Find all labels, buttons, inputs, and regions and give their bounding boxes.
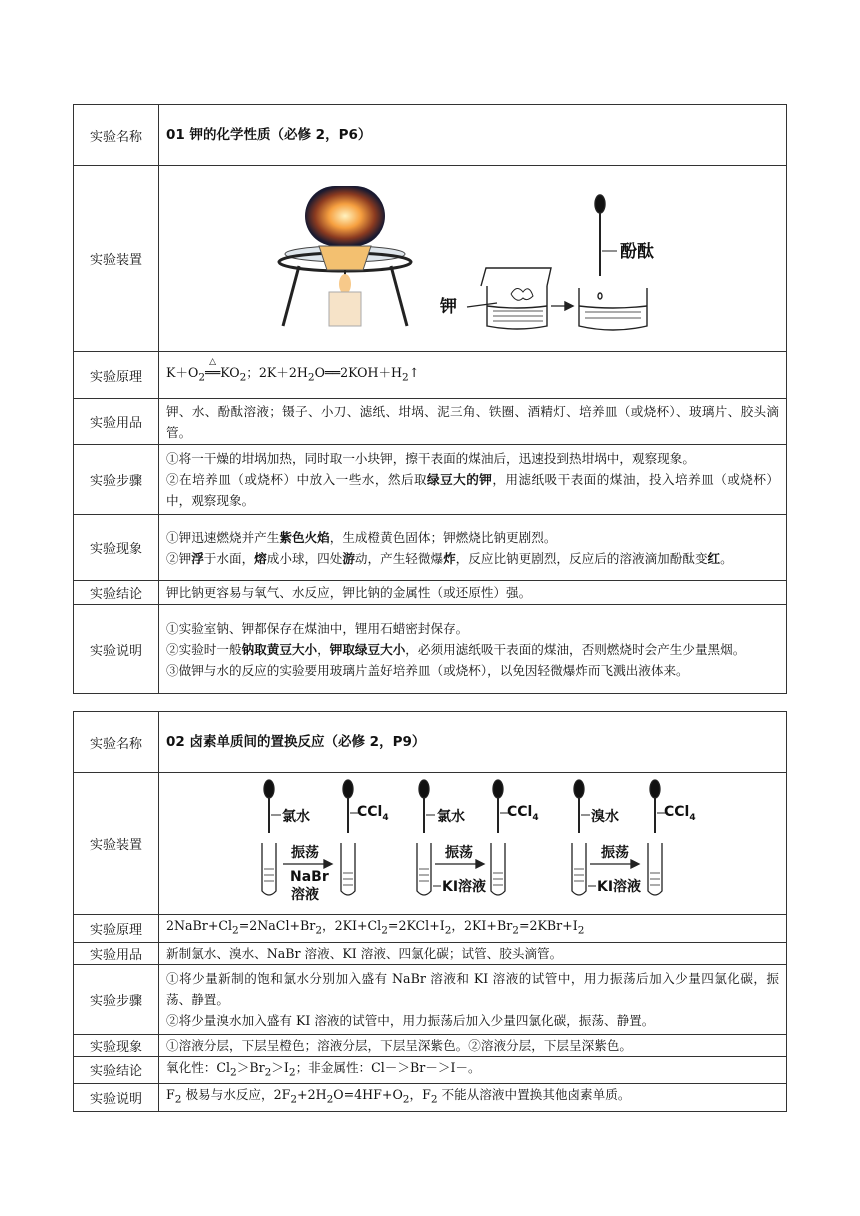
label-ccl4-1: CCl$_4$ — [357, 804, 389, 823]
phenomena-text: ①溶液分层，下层呈橙色；溶液分层，下层呈深紫色。②溶液分层，下层呈深紫色。 — [159, 1034, 787, 1056]
label-potassium: 钾 — [440, 297, 457, 317]
heat-condition-arrow: △ ══ — [205, 356, 221, 380]
label-nabr: NaBr — [290, 869, 329, 885]
row-label-notes: 实验说明 — [74, 1084, 159, 1112]
label-ccl4-3: CCl$_4$ — [664, 804, 696, 823]
halogen-apparatus-svg — [159, 773, 787, 910]
note-1: ①实验室钠、钾都保存在煤油中，锂用石蜡密封保存。 — [166, 620, 469, 636]
notes-text: $F_2$ 极易与水反应，$2F_2+2H_2O=4HF+O_2$，$F_2$ 不能从溶液中置换其他卤素单质。 — [159, 1084, 787, 1112]
label-chlorine-water-2: 氯水 — [437, 809, 465, 825]
row-label-apparatus: 实验装置 — [74, 166, 159, 352]
row-label-notes: 实验说明 — [74, 605, 159, 694]
crucible-setup-illustration — [279, 186, 411, 326]
row-label-apparatus: 实验装置 — [74, 773, 159, 915]
row-label-name: 实验名称 — [74, 105, 159, 166]
row-label-materials: 实验用品 — [74, 399, 159, 445]
steps-text — [159, 964, 787, 1034]
experiment-title: 01 钾的化学性质（必修 2，P6） — [166, 127, 372, 143]
row-label-principle: 实验原理 — [74, 352, 159, 399]
note-3: ③做钾与水的反应的实验要用玻璃片盖好培养皿（或烧杯），以免因轻微爆炸而飞溅出液体来。 — [166, 662, 689, 678]
label-shake-2: 振荡 — [445, 845, 473, 861]
experiment-table-1 — [73, 104, 787, 694]
principle-equation: $K+O_2$ △ $══KO_2$；$2K+2H_2O══2KOH+H_2↑$ — [159, 352, 787, 399]
row-label-name: 实验名称 — [74, 712, 159, 773]
label-ki-solution-2: KI溶液 — [597, 879, 642, 895]
phenomenon-2: ②钾浮于水面，熔成小球，四处游动，产生轻微爆炸，反应比钠更剧烈，反应后的溶液滴加酚酞变红。 — [166, 550, 733, 566]
materials-text: 钾、水、酚酞溶液；镊子、小刀、滤纸、坩埚、泥三角、铁圈、酒精灯、培养皿（或烧杯）、玻璃片、胶头滴管。 — [159, 399, 787, 445]
label-solution: 溶液 — [291, 887, 319, 903]
row-label-principle: 实验原理 — [74, 915, 159, 943]
label-bromine-water: 溴水 — [591, 809, 619, 825]
steps-text — [159, 445, 787, 515]
experiment-title: 02 卤素单质间的置换反应（必修 2，P9） — [166, 734, 426, 750]
label-phenolphthalein: 酚酞 — [620, 242, 654, 262]
apparatus-figure-2 — [159, 773, 787, 915]
label-ki-solution-1: KI溶液 — [442, 879, 487, 895]
row-label-conclusion: 实验结论 — [74, 581, 159, 605]
conclusion-text: 氧化性：$Cl_2>Br_2>I_2$；非金属性：Cl－＞Br－＞I－。 — [159, 1056, 787, 1084]
step-2: ②将少量溴水加入盛有 KI 溶液的试管中，用力振荡后加入少量四氯化碳，振荡、静置。 — [166, 1012, 655, 1028]
label-ccl4-2: CCl$_4$ — [507, 804, 539, 823]
notes-text — [159, 605, 787, 694]
row-label-phenomena: 实验现象 — [74, 1034, 159, 1056]
row-label-steps: 实验步骤 — [74, 445, 159, 515]
row-label-materials: 实验用品 — [74, 942, 159, 964]
step-1: ①将一干燥的坩埚加热，同时取一小块钾，擦干表面的煤油后，迅速投到热坩埚中，观察现象。 — [166, 451, 695, 466]
label-shake-3: 振荡 — [601, 845, 629, 861]
experiment-table-2 — [73, 711, 787, 1112]
apparatus-figure-1 — [159, 166, 787, 352]
principle-equation: $2NaBr+Cl_2=2NaCl+Br_2$，$2KI+Cl_2=2KCl+I_2$，$2KI+Br_2=2KBr+I_2$ — [159, 915, 787, 943]
note-2: ②实验时一般钠取黄豆大小，钾取绿豆大小，必须用滤纸吸干表面的煤油，否则燃烧时会产生少量黑烟。 — [166, 641, 746, 657]
materials-text: 新制氯水、溴水、NaBr 溶液、KI 溶液、四氯化碳；试管、胶头滴管。 — [159, 942, 787, 964]
step-1: ①将少量新制的饱和氯水分别加入盛有 NaBr 溶液和 KI 溶液的试管中，用力振荡后加入少量四氯化碳，振荡、静置。 — [166, 970, 779, 1007]
step-2: ②在培养皿（或烧杯）中放入一些水，然后取绿豆大的钾，用滤纸吸干表面的煤油，投入培养皿（或烧杯）中，观察现象。 — [166, 472, 780, 508]
conclusion-text: 钾比钠更容易与氧气、水反应，钾比钠的金属性（或还原性）强。 — [159, 581, 787, 605]
row-label-conclusion: 实验结论 — [74, 1056, 159, 1084]
label-shake-1: 振荡 — [291, 845, 319, 861]
potassium-apparatus-svg — [159, 166, 787, 347]
row-label-steps: 实验步骤 — [74, 964, 159, 1034]
phenomenon-1: ①钾迅速燃烧并产生紫色火焰，生成橙黄色固体；钾燃烧比钠更剧烈。 — [166, 529, 557, 545]
label-chlorine-water-1: 氯水 — [282, 809, 310, 825]
potassium-water-illustration — [467, 195, 647, 330]
row-label-phenomena: 实验现象 — [74, 515, 159, 581]
phenomena-text — [159, 515, 787, 581]
